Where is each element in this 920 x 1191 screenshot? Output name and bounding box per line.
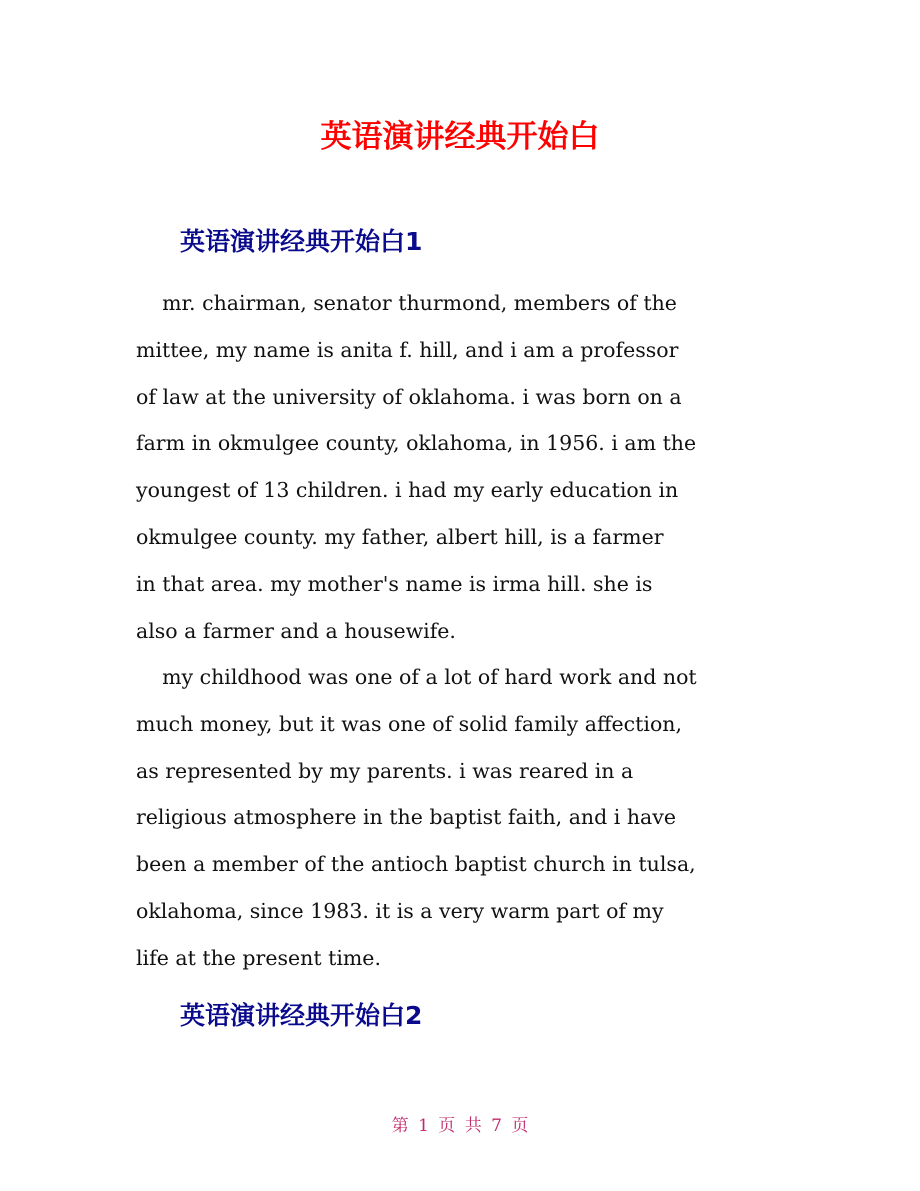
section-1-paragraph-1 — [136, 280, 796, 654]
section-1-paragraph-2 — [136, 654, 796, 982]
paragraph-line: life at the present time. — [136, 945, 381, 970]
paragraph-line: also a farmer and a housewife. — [136, 618, 456, 643]
paragraph-line: oklahoma, since 1983. it is a very warm part of my — [136, 898, 664, 923]
paragraph-line: much money, but it was one of solid family affection, — [136, 711, 683, 736]
paragraph-line: mittee, my name is anita f. hill, and i am a professor — [136, 337, 679, 362]
paragraph-line: youngest of 13 children. i had my early education in — [136, 478, 679, 503]
paragraph-line: farm in okmulgee county, oklahoma, in 1956. i am the — [136, 431, 697, 456]
paragraph-line: okmulgee county. my father, albert hill, is a farmer — [136, 524, 664, 549]
section-heading-1: 英语演讲经典开始白1 — [180, 227, 423, 256]
page-footer: 第 1 页 共 7 页 — [391, 1116, 529, 1136]
paragraph-line: religious atmosphere in the baptist faith, and i have — [136, 805, 676, 830]
paragraph-line: mr. chairman, senator thurmond, members of the — [136, 291, 677, 315]
document-title: 英语演讲经典开始白 — [320, 119, 600, 155]
paragraph-line: in that area. my mother's name is irma hill. she is — [136, 571, 653, 596]
section-heading-2: 英语演讲经典开始白2 — [180, 1001, 423, 1030]
paragraph-line: of law at the university of oklahoma. i was born on a — [136, 384, 682, 409]
paragraph-line: been a member of the antioch baptist church in tulsa, — [136, 852, 696, 877]
paragraph-line: as represented by my parents. i was reared in a — [136, 758, 634, 783]
paragraph-line: my childhood was one of a lot of hard work and not — [136, 665, 697, 689]
